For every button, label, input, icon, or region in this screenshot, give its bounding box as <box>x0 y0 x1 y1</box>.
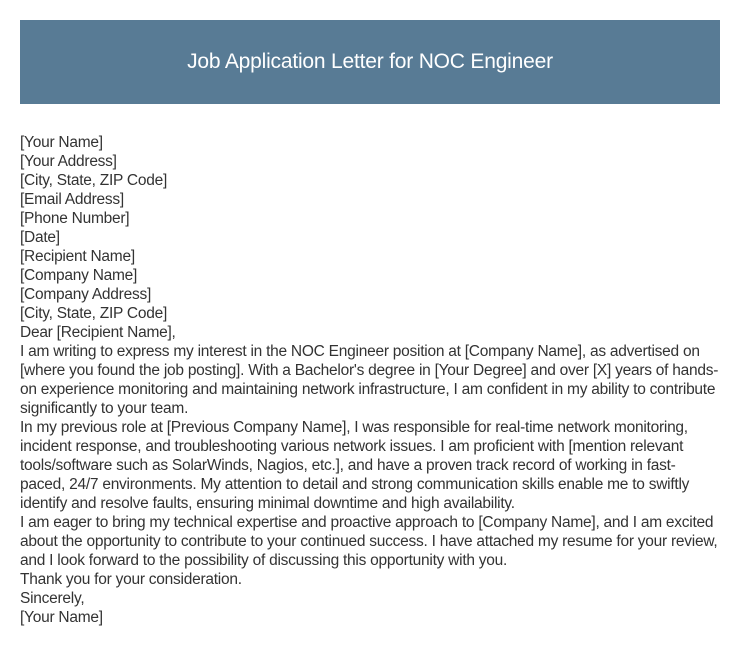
recipient-company-address: [Company Address] <box>20 286 152 303</box>
sender-email: [Email Address] <box>20 191 124 208</box>
closing: Sincerely, <box>20 590 85 607</box>
recipient-company: [Company Name] <box>20 267 138 284</box>
sender-name: [Your Name] <box>20 134 103 151</box>
sender-phone: [Phone Number] <box>20 210 130 227</box>
title-banner <box>20 20 720 104</box>
recipient-name: [Recipient Name] <box>20 248 135 265</box>
page-title: Job Application Letter for NOC Engineer <box>187 50 553 73</box>
sender-city-state-zip: [City, State, ZIP Code] <box>20 172 168 189</box>
paragraph-experience: In my previous role at [Previous Company Name], I was responsible for real-time network monitoring, incident response, and troubleshooting various network issues. I am proficient with [mention relevant tools/software such as SolarWinds, Nagios, etc.], and have a proven track record of working in fast-paced, 24/7 environments. My attention to detail and strong communication skills enable me to swiftly identify and resolve faults, ensuring minimal downtime and high availability. <box>20 419 690 512</box>
sender-address: [Your Address] <box>20 153 117 170</box>
paragraph-closing: I am eager to bring my technical expertise and proactive approach to [Company Name], and I am excited about the opportunity to contribute to your continued success. I have attached my resume for your review, and I look forward to the possibility of discussing this opportunity with you. <box>20 514 718 569</box>
salutation: Dear [Recipient Name], <box>20 324 176 341</box>
recipient-city-state-zip: [City, State, ZIP Code] <box>20 305 168 322</box>
thanks-line: Thank you for your consideration. <box>20 571 242 588</box>
letter-date: [Date] <box>20 229 60 246</box>
paragraph-intro: I am writing to express my interest in the NOC Engineer position at [Company Name], as advertised on [where you found the job posting]. With a Bachelor's degree in [Your Degree] and over [X] years of hands-on experience monitoring and maintaining network infrastructure, I am confident in my ability to contribute significantly to your team. <box>20 343 719 417</box>
letter-body <box>20 133 720 627</box>
signature: [Your Name] <box>20 609 103 626</box>
